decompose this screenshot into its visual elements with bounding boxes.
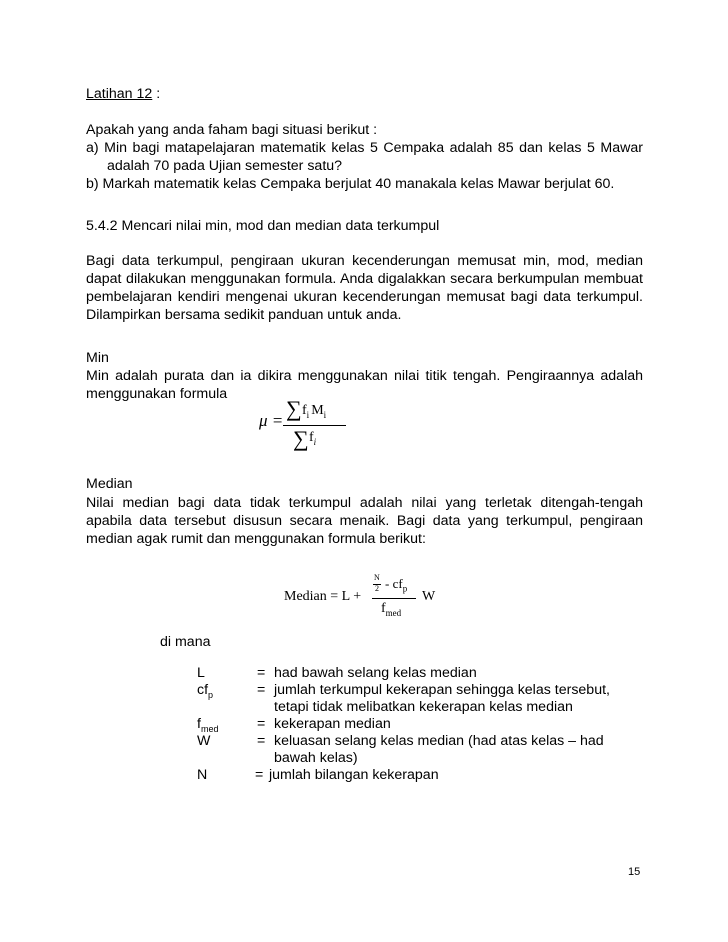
min-para-line: menggunakan formula — [86, 386, 228, 402]
exercise-title-text: Latihan 12 — [86, 86, 153, 102]
def-text: kekerapan median — [274, 716, 391, 732]
def-sym-text: N — [197, 767, 208, 783]
def-eq: = — [257, 682, 266, 698]
def-sym-sub: med — [200, 723, 219, 734]
def-symbol — [197, 682, 213, 699]
question-a-line2: adalah 70 pada Ujian semester satu? — [107, 158, 343, 174]
min-heading: Min — [86, 350, 109, 366]
def-sym-text: f — [197, 716, 201, 732]
def-eq: = — [257, 665, 266, 681]
question-a-line1: a) Min bagi matapelajaran matematik kelas 5 Cempaka adalah 85 dan kelas 5 Mawar — [86, 140, 643, 156]
den-fmed: f — [381, 601, 386, 616]
def-sym-text: cf — [197, 682, 209, 698]
question-intro: Apakah yang anda faham bagi situasi berikut : — [86, 122, 378, 138]
median-numerator — [385, 576, 407, 592]
intro-para-line: pembelajaran kendiri mengenai ukuran kecenderungan memusat bagi data terkumpul. — [86, 289, 643, 305]
median-denominator — [381, 601, 401, 617]
two-under: 2 — [375, 584, 379, 593]
section-heading: 5.4.2 Mencari nilai min, mod dan median data terkumpul — [86, 218, 440, 234]
def-symbol — [197, 665, 205, 682]
def-eq: = — [257, 716, 266, 732]
median-para-line: median agak rumit dan menggunakan formula berikut: — [86, 531, 426, 547]
def-text: had bawah selang kelas median — [274, 665, 477, 681]
den-f-sub: i — [313, 436, 317, 447]
intro-para-line: Dilampirkan bersama sedikit panduan untuk anda. — [86, 307, 402, 323]
def-symbol — [197, 733, 210, 750]
median-heading: Median — [86, 476, 133, 492]
where-label: di mana — [160, 634, 211, 650]
median-fraction-bar — [372, 598, 416, 599]
exercise-title-colon: : — [152, 86, 161, 102]
def-sym-sub: p — [208, 689, 214, 700]
def-sym-text: W — [197, 733, 211, 749]
mean-denominator — [309, 430, 316, 446]
question-b: b) Markah matematik kelas Cempaka berjulat 40 manakala kelas Mawar berjulat 60. — [86, 176, 615, 192]
def-text: jumlah bilangan kekerapan — [269, 767, 439, 783]
minus-cf: - cf — [385, 576, 403, 591]
n-over: N — [374, 573, 380, 582]
def-eq: = — [255, 767, 264, 783]
def-symbol — [197, 716, 218, 733]
mean-numerator — [302, 403, 326, 419]
den-fmed-sub: med — [385, 607, 402, 618]
min-para-line: Min adalah purata dan ia dikira menggunakan nilai titik tengah. Pengiraannya adalah — [86, 368, 643, 384]
mean-formula-lhs: μ = — [259, 411, 284, 430]
den-f: f — [309, 430, 314, 445]
num-m: M — [311, 403, 324, 418]
intro-para-line: dapat dilakukan menggunakan formula. Anda digalakkan secara berkumpulan membuat — [86, 271, 643, 287]
sum-symbol: ∑ — [286, 396, 302, 421]
num-f-sub: i — [306, 409, 310, 420]
median-para-line: apabila data tersebut disusun secara menaik. Bagi data yang terkumpul, pengiraan — [86, 513, 643, 529]
intro-para-line: Bagi data terkumpul, pengiraan ukuran kecenderungan memusat min, mod, median — [86, 253, 643, 269]
def-cont: tetapi tidak melibatkan kekerapan kelas median — [274, 699, 573, 715]
page-number: 15 — [628, 866, 641, 878]
def-text: jumlah terkumpul kekerapan sehingga kelas tersebut, — [274, 682, 610, 698]
median-para-line: Nilai median bagi data tidak terkumpul adalah nilai yang terletak ditengah-tengah — [86, 495, 643, 511]
cf-sub: p — [402, 583, 408, 594]
exercise-title — [86, 85, 643, 103]
def-eq: = — [257, 733, 266, 749]
def-sym-text: L — [197, 665, 205, 681]
def-cont: bawah kelas) — [274, 750, 358, 766]
def-text: keluasan selang kelas median (had atas kelas – had — [274, 733, 604, 749]
median-w: W — [422, 589, 436, 604]
num-f: f — [302, 403, 307, 418]
sum-symbol: ∑ — [293, 426, 309, 451]
def-symbol — [197, 767, 207, 784]
median-formula-lhs: Median = L + — [284, 589, 362, 604]
num-m-sub: i — [323, 409, 327, 420]
